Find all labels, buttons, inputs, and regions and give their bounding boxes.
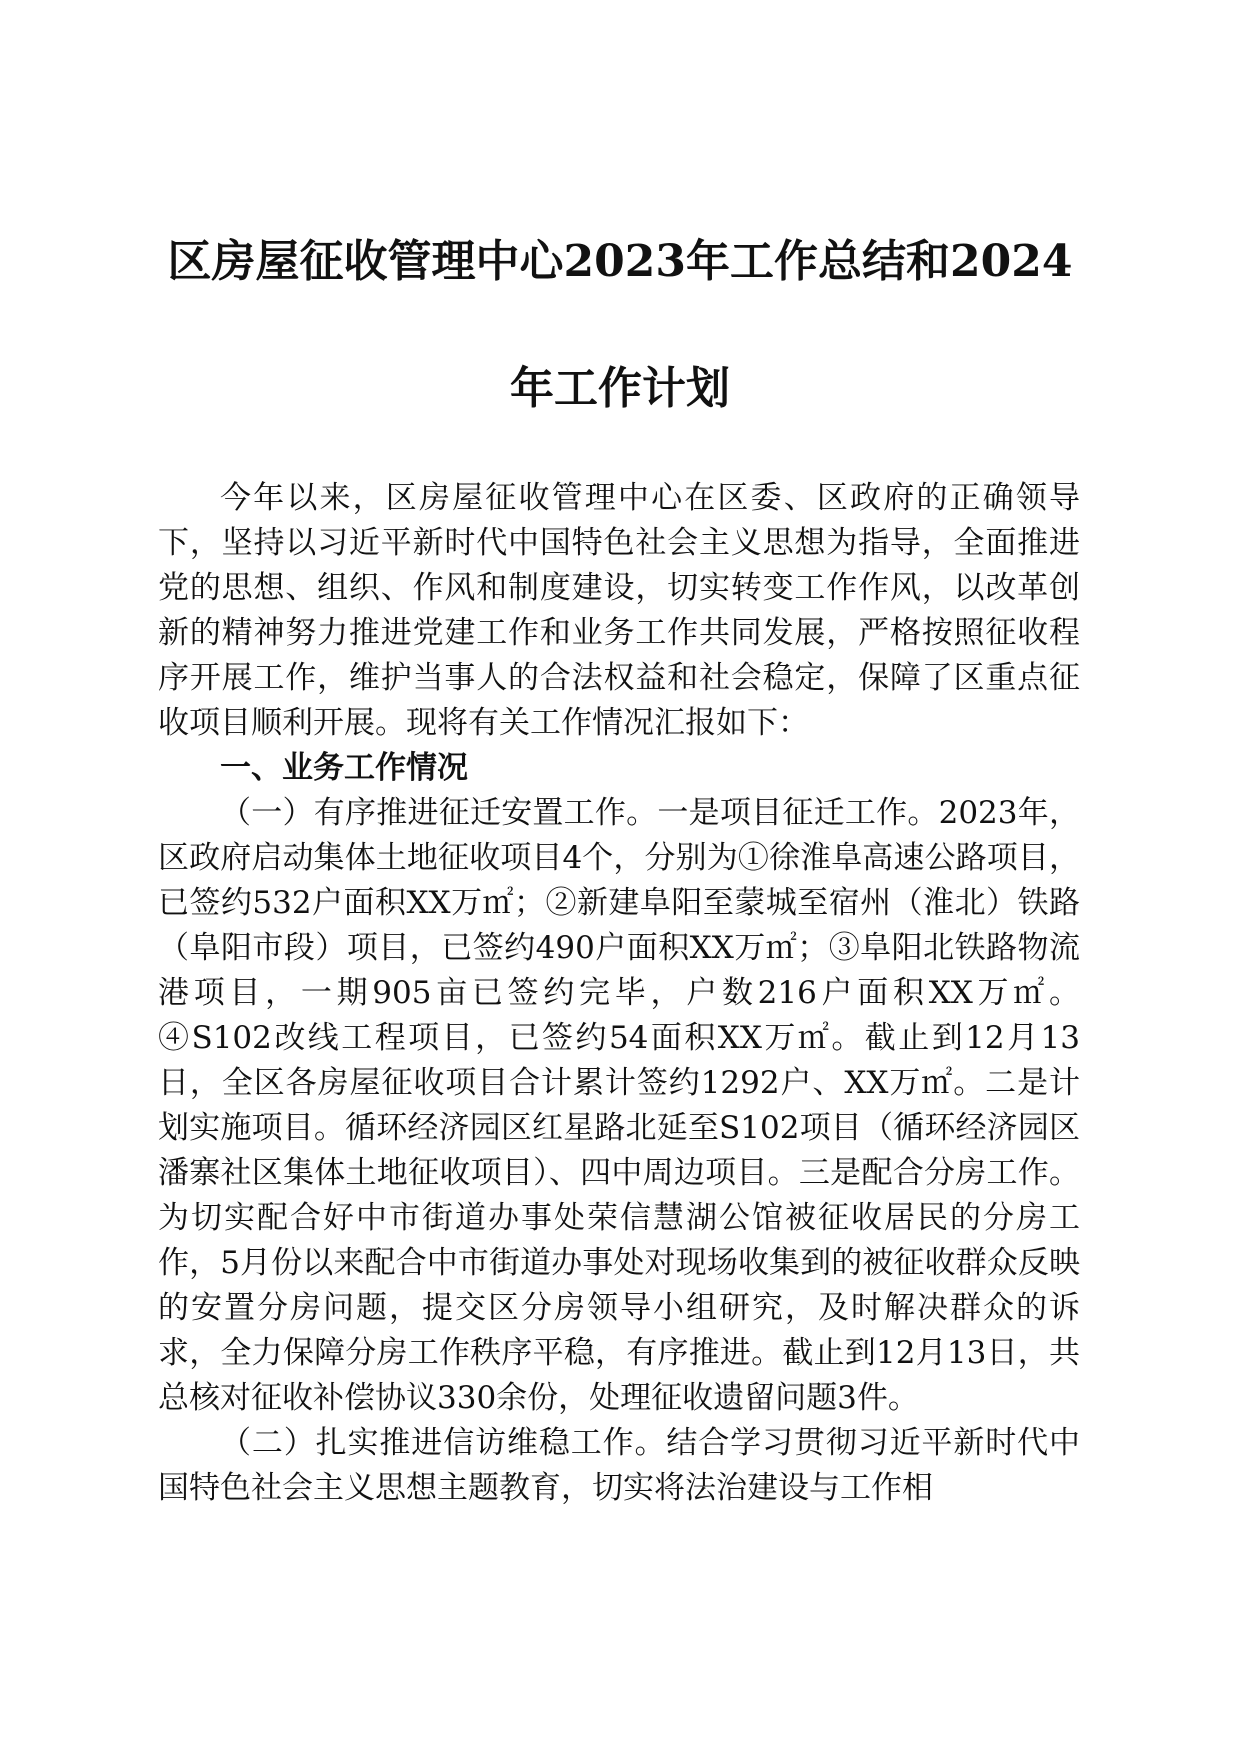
document-body xyxy=(158,476,1080,1511)
paragraph-2 xyxy=(158,1421,1080,1511)
paragraph-1-text: 一是项目征迁工作。2023年，区政府启动集体土地征收项目4个，分别为①徐淮阜高速公路项目，已签约532户面积XX万㎡；②新建阜阳至蒙城至宿州（淮北）铁路（阜阳市段）项目，已签约490户面积XX万㎡；③阜阳北铁路物流港项目，一期905亩已签约完毕，户数216户面积XX万㎡。④S102改线工程项目，已签约54面积XX万㎡。截止到12月13日，全区各房屋征收项目合计累计签约1292户、XX万㎡。二是计划实施项目。循环经济园区红星路北延至S102项目（循环经济园区潘寨社区集体土地征收项目）、四中周边项目。三是配合分房工作。为切实配合好中市街道办事处荣信慧湖公馆被征收居民的分房工作，5月份以来配合中市街道办事处对现场收集到的被征收群众反映的安置分房问题，提交区分房领导小组研究，及时解决群众的诉求，全力保障分房工作秩序平稳，有序推进。截止到12月13日，共总核对征收补偿协议330余份，处理征收遗留问题3件。 xyxy=(158,795,1080,1416)
paragraph-1 xyxy=(158,791,1080,1421)
paragraph-2-text: 结合学习贯彻习近平新时代中国特色社会主义思想主题教育，切实将法治建设与工作相 xyxy=(158,1425,1081,1506)
paragraph-2-label: （二）扎实推进信访维稳工作。 xyxy=(220,1425,667,1461)
section-heading: 一、业务工作情况 xyxy=(220,750,468,786)
paragraph-1-label: （一）有序推进征迁安置工作。 xyxy=(220,795,658,831)
intro-paragraph: 今年以来，区房屋征收管理中心在区委、区政府的正确领导下，坚持以习近平新时代中国特色社会主义思想为指导，全面推进党的思想、组织、作风和制度建设，切实转变工作作风，以改革创新的精神努力推进党建工作和业务工作共同发展，严格按照征收程序开展工作，维护当事人的合法权益和社会稳定，保障了区重点征收项目顺利开展。现将有关工作情况汇报如下： xyxy=(158,480,1080,741)
document-title-line-1: 区房屋征收管理中心2023年工作总结和2024 xyxy=(167,236,1073,287)
document-title-line-2: 年工作计划 xyxy=(510,363,730,414)
